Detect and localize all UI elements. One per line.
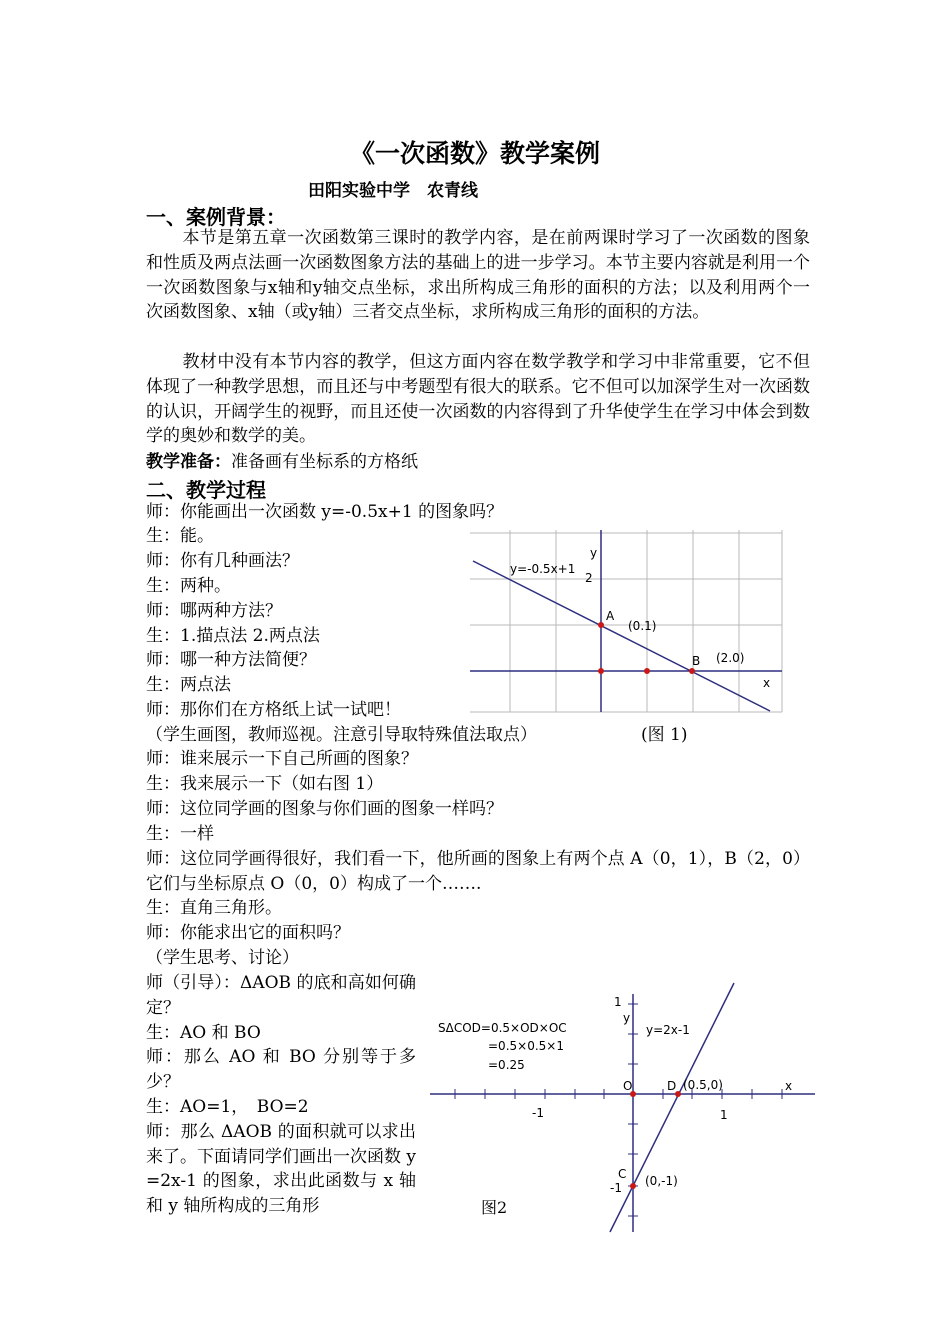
figure2-origin-label: O xyxy=(623,1079,633,1093)
dialogue-line: 生：我来展示一下（如右图 1） xyxy=(146,774,384,794)
figure1-tick-2: 2 xyxy=(585,571,593,585)
dialogue-line: 师：这位同学画的图象与你们画的图象一样吗？ xyxy=(146,799,503,819)
background-paragraph-2-text: 教材中没有本节内容的教学，但这方面内容在数学教学和学习中非常重要，它不但体现了一种教学思想，而且还与中考题型有很大的联系。它不但可以加深学生对一次函数的认识，开阔学生的视野，而且还使一次函数的内容得到了升华使学生在学习中体会到数学的奥妙和数学的美。 xyxy=(146,352,810,447)
figure1-mid-point xyxy=(644,668,650,674)
figure2-line-label: y=2x-1 xyxy=(646,1023,690,1037)
figure1-graph xyxy=(470,530,790,720)
dialogue-line: 师：那你们在方格纸上试一试吧！ xyxy=(146,700,401,720)
figure1-point-b-coord: (2.0) xyxy=(716,651,745,665)
dialogue-paragraph: 师：这位同学画得很好，我们看一下，他所画的图象上有两个点 A（0，1），B（2，0）它们与坐标原点 O（0，0）构成了一个……. xyxy=(146,849,810,894)
figure2-formula-1: SΔCOD=0.5×OD×OC xyxy=(438,1021,567,1035)
dialogue-line: 生：1.描点法 2.两点法 xyxy=(146,626,320,646)
figure1-point-a-coord: (0.1) xyxy=(628,619,657,633)
figure1-point-b xyxy=(689,668,695,674)
figure2-formula-2: =0.5×0.5×1 xyxy=(488,1039,564,1053)
dialogue-line: 师：那么 AO 和 BO 分别等于多少？ xyxy=(146,1047,416,1093)
teaching-prep-label: 教学准备： xyxy=(146,452,231,472)
figure1-grid xyxy=(470,530,782,712)
dialogue-line: 生：两点法 xyxy=(146,675,231,695)
dialogue-line: 生：AO=1， BO=2 xyxy=(146,1096,309,1117)
figure2-tick-y1: 1 xyxy=(614,995,622,1009)
figure2-tick-xneg1: -1 xyxy=(532,1106,544,1120)
figure2-x-label: x xyxy=(785,1079,793,1093)
dialogue-line: 生：一样 xyxy=(146,824,214,844)
dialogue-line: 生：直角三角形。 xyxy=(146,898,282,918)
dialogue-line: 生：AO 和 BO xyxy=(146,1022,261,1043)
figure2-y-label: y xyxy=(623,1011,631,1025)
dialogue-line: 师：你能求出它的面积吗？ xyxy=(146,923,350,943)
figure1-line-label: y=-0.5x+1 xyxy=(510,562,576,576)
figure2-point-c xyxy=(630,1183,636,1189)
dialogue-line: 师：哪一种方法简便？ xyxy=(146,650,316,670)
figure2-formula-3: =0.25 xyxy=(488,1058,525,1072)
figure2-point-d-coord: (0.5,0) xyxy=(683,1078,723,1092)
dialogue-line: 师（引导）：ΔAOB 的底和高如何确定？ xyxy=(146,973,416,1018)
background-paragraph-1 xyxy=(146,226,810,325)
dialogue-line: 师：哪两种方法？ xyxy=(146,601,282,621)
section-heading-process: 二、教学过程 xyxy=(146,478,266,502)
figure2-tick-yneg1: -1 xyxy=(610,1181,622,1195)
figure2-tick-x1: 1 xyxy=(720,1108,728,1122)
section-heading-background: 一、案例背景： xyxy=(146,205,286,229)
figure1-point-b-label: B xyxy=(692,654,701,668)
author-line: 田阳实验中学 农青线 xyxy=(308,181,478,201)
figure2-point-c-label: C xyxy=(618,1167,627,1181)
page-title: 《一次函数》教学案例 xyxy=(349,139,600,168)
dialogue-line: 师：你有几种画法？ xyxy=(146,551,299,571)
dialogue-line: 师：谁来展示一下自己所画的图象？ xyxy=(146,749,418,769)
figure1-function-line xyxy=(473,561,770,711)
dialogue-line: 生：能。 xyxy=(146,526,214,546)
teaching-prep xyxy=(146,450,418,475)
figure1-origin-point xyxy=(598,668,604,674)
dialogue-line: （学生思考、讨论） xyxy=(146,948,299,968)
dialogue-line: 师：你能画出一次函数 y=-0.5x+1 的图象吗？ xyxy=(146,502,504,522)
figure1-y-label: y xyxy=(590,546,598,560)
dialogue-line: （学生画图，教师巡视。注意引导取特殊值法取点） xyxy=(146,725,537,745)
dialogue-line: 生：两种。 xyxy=(146,576,231,596)
teaching-prep-text: 准备画有坐标系的方格纸 xyxy=(231,452,418,472)
figure2-caption: 图2 xyxy=(481,1198,508,1217)
background-paragraph-2 xyxy=(146,350,810,449)
narrow-dialogue xyxy=(146,971,416,1219)
background-paragraph-1-text: 本节是第五章一次函数第三课时的教学内容，是在前两课时学习了一次函数的图象和性质及两点法画一次函数图象方法的基础上的进一步学习。本节主要内容就是利用一个一次函数图象与x轴和y轴交点坐标，求出所构成三角形的面积的方法；以及利用两个一次函数图象、x轴（或y轴）三者交点坐标，求所构成三角形的面积的方法。 xyxy=(146,228,810,323)
figure2-point-c-coord: (0,-1) xyxy=(645,1174,678,1188)
figure1-caption: (图 1) xyxy=(641,725,688,745)
figure2-point-d-label: D xyxy=(667,1079,677,1093)
dialogue-line: 师：那么 ΔAOB 的面积就可以求出来了。下面请同学们画出一次函数 y=2x-1 的图象，求出此函数与 x 轴和 y 轴所构成的三角形 xyxy=(146,1121,417,1217)
figure1-point-a-label: A xyxy=(606,609,615,623)
figure1-point-a xyxy=(598,622,604,628)
figure1-x-label: x xyxy=(763,676,771,690)
